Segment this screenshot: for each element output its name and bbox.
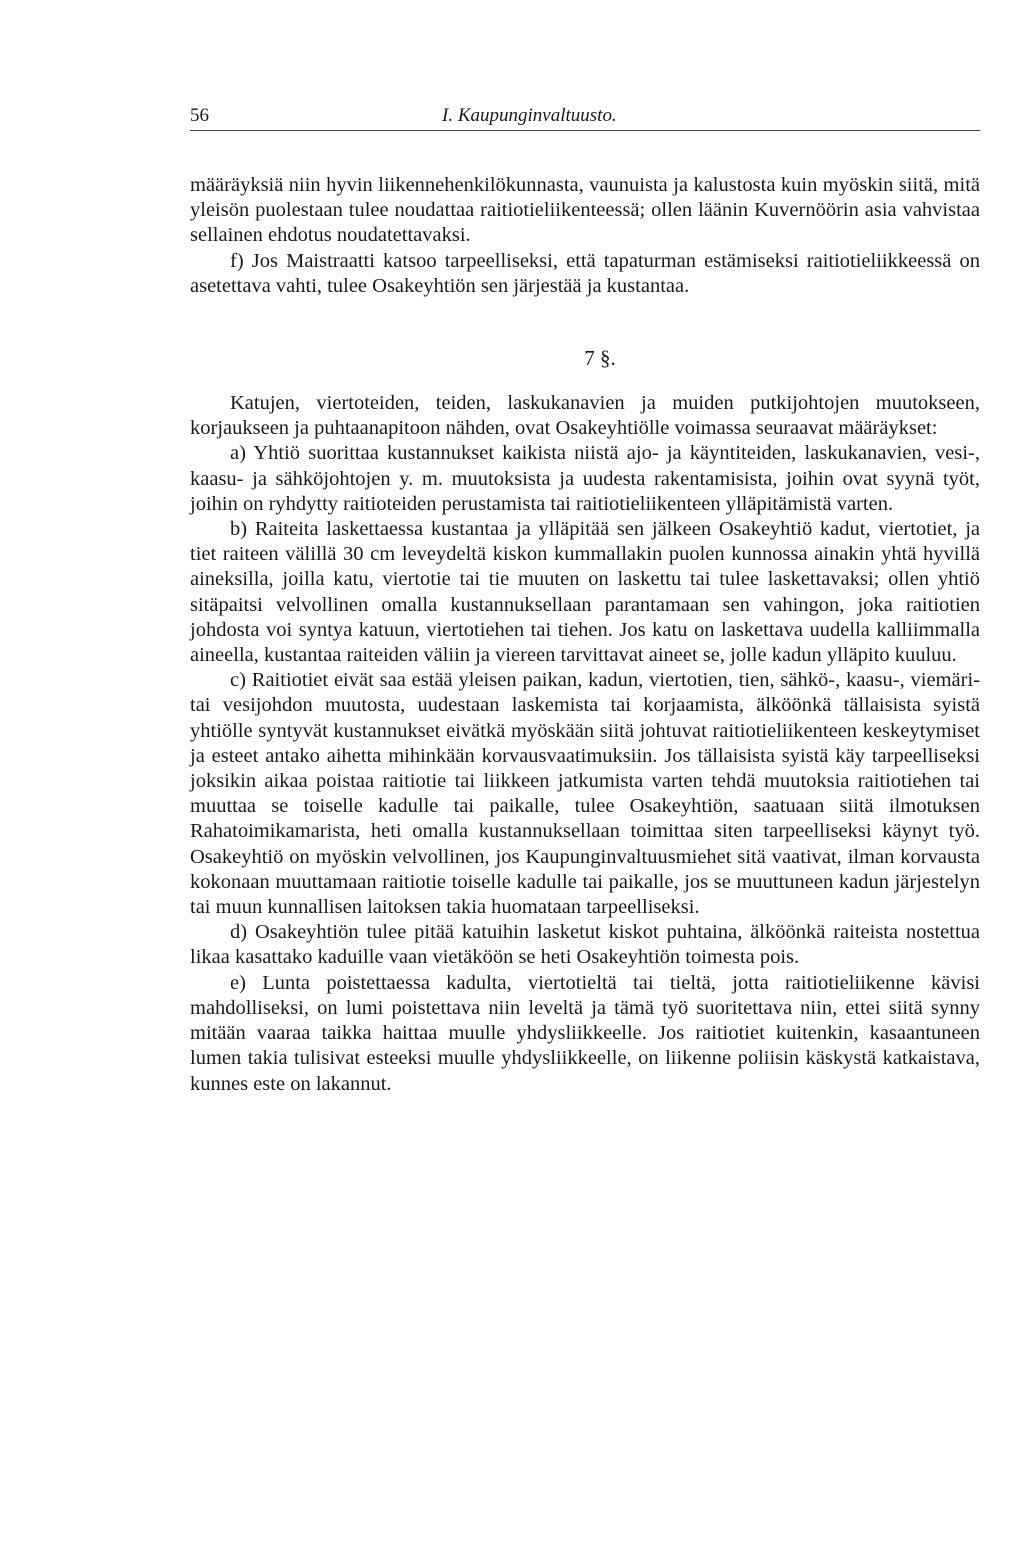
paragraph-section-intro: Katujen, viertoteiden, teiden, laskukanavien ja muiden putkijohtojen muutokseen, korjaukseen ja puhtaanapitoon nähden, ovat Osakeyhtiölle voimassa seuraavat määräykset: [190, 392, 980, 440]
paragraph-item-f: f) Jos Maistraatti katsoo tarpeelliseksi, että tapaturman estämiseksi raitiotieliikkeessä on asetettava vahti, tulee Osakeyhtiön sen järjestää ja kustantaa. [190, 249, 980, 297]
running-header [190, 104, 980, 128]
page-number: 56 [190, 105, 209, 126]
header-rule [190, 130, 980, 131]
section-heading: 7 §. [584, 346, 616, 371]
paragraph-item-c: c) Raitiotiet eivät saa estää yleisen paikan, kadun, viertotien, tien, sähkö-, kaasu-, viemäri- tai vesijohdon muutosta, uudestaan laskemista tai korjaamista, älköönkä tällaisista syistä yhtiölle syntyvät kustannukset eivätkä myöskään siitä johtuvat raitiotieliikenteen keskeytymiset ja esteet antako aihetta mihinkään korvausvaatimuksiin. Jos tällaisista syistä käy tarpeelliseksi joksikin aikaa poistaa raitiotie tai liikkeen jatkumista varten tehdä muutoksia raitiotiehen tai muuttaa se toiselle kadulle tai paikalle, tulee Osakeyhtiön, saatuaan siitä ilmotuksen Rahatoimikamarista, heti omalla kustannuksellaan toimittaa siten tarpeelliseksi käynyt työ. Osakeyhtiö on myöskin velvollinen, jos Kaupunginvaltuusmiehet sitä vaativat, ilman korvausta kokonaan muuttamaan raitiotie toiselle kadulle tai paikalle, jos se muuttuneen kadun järjestelyn tai muun kunnallisen laitoksen takia huomataan tarpeelliseksi. [190, 669, 980, 919]
paragraph-item-a: a) Yhtiö suorittaa kustannukset kaikista niistä ajo- ja käyntiteiden, laskukanavien, vesi-, kaasu- ja sähköjohtojen y. m. muutoksista ja uudesta rakentamisista, joihin ovat syynä työt, joihin on ryhdytty raitioteiden perustamista tai raitiotieliikenteen ylläpitämistä varten. [190, 442, 980, 515]
paragraph-item-e: e) Lunta poistettaessa kadulta, viertotieltä tai tieltä, jotta raitiotieliikenne kävisi mahdolliseksi, on lumi poistettava niin leveltä ja tämä työ suoritettava niin, ettei siitä synny mitään vaaraa taikka haittaa muulle yhdysliikkeelle. Jos raitiotiet kuitenkin, kasaantuneen lumen takia tulisivat esteeksi muulle yhdysliikkeelle, on liikenne poliisin käskystä katkaistava, kunnes este on lakannut. [190, 971, 980, 1095]
paragraph-continuation: määräyksiä niin hyvin liikennehenkilökunnasta, vaunuista ja kalustosta kuin myöskin siitä, mitä yleisön puolestaan tulee noudattaa raitiotieliikenteessä; ollen läänin Kuvernöörin asia vahvistaa sellainen ehdotus noudatettavaksi. [190, 174, 980, 247]
paragraph-item-d: d) Osakeyhtiön tulee pitää katuihin lasketut kiskot puhtaina, älköönkä raiteista nostettua likaa kasattako kaduille vaan vietäköön se heti Osakeyhtiön toimesta pois. [190, 921, 980, 969]
body-text [190, 173, 980, 1097]
document-page [190, 104, 980, 1097]
paragraph-item-b: b) Raiteita laskettaessa kustantaa ja ylläpitää sen jälkeen Osakeyhtiö kadut, viertotiet, ja tiet raiteen välillä 30 cm leveydeltä kiskon kummallakin puolen kunnossa ainakin yhtä hyvillä aineksilla, joilla katu, viertotie tai tie muuten on laskettu tai tulee laskettavaksi; ollen yhtiö sitäpaitsi velvollinen omalla kustannuksellaan parantamaan sen vahingon, joka raitiotien johdosta voi syntya katuun, viertotiehen tai tiehen. Jos katu on laskettava uudella kalliimmalla aineella, kustantaa raiteiden väliin ja viereen tarvittavat aineet se, jolle kadun ylläpito kuuluu. [190, 518, 980, 667]
running-title: I. Kaupunginvaltuusto. [442, 105, 617, 126]
